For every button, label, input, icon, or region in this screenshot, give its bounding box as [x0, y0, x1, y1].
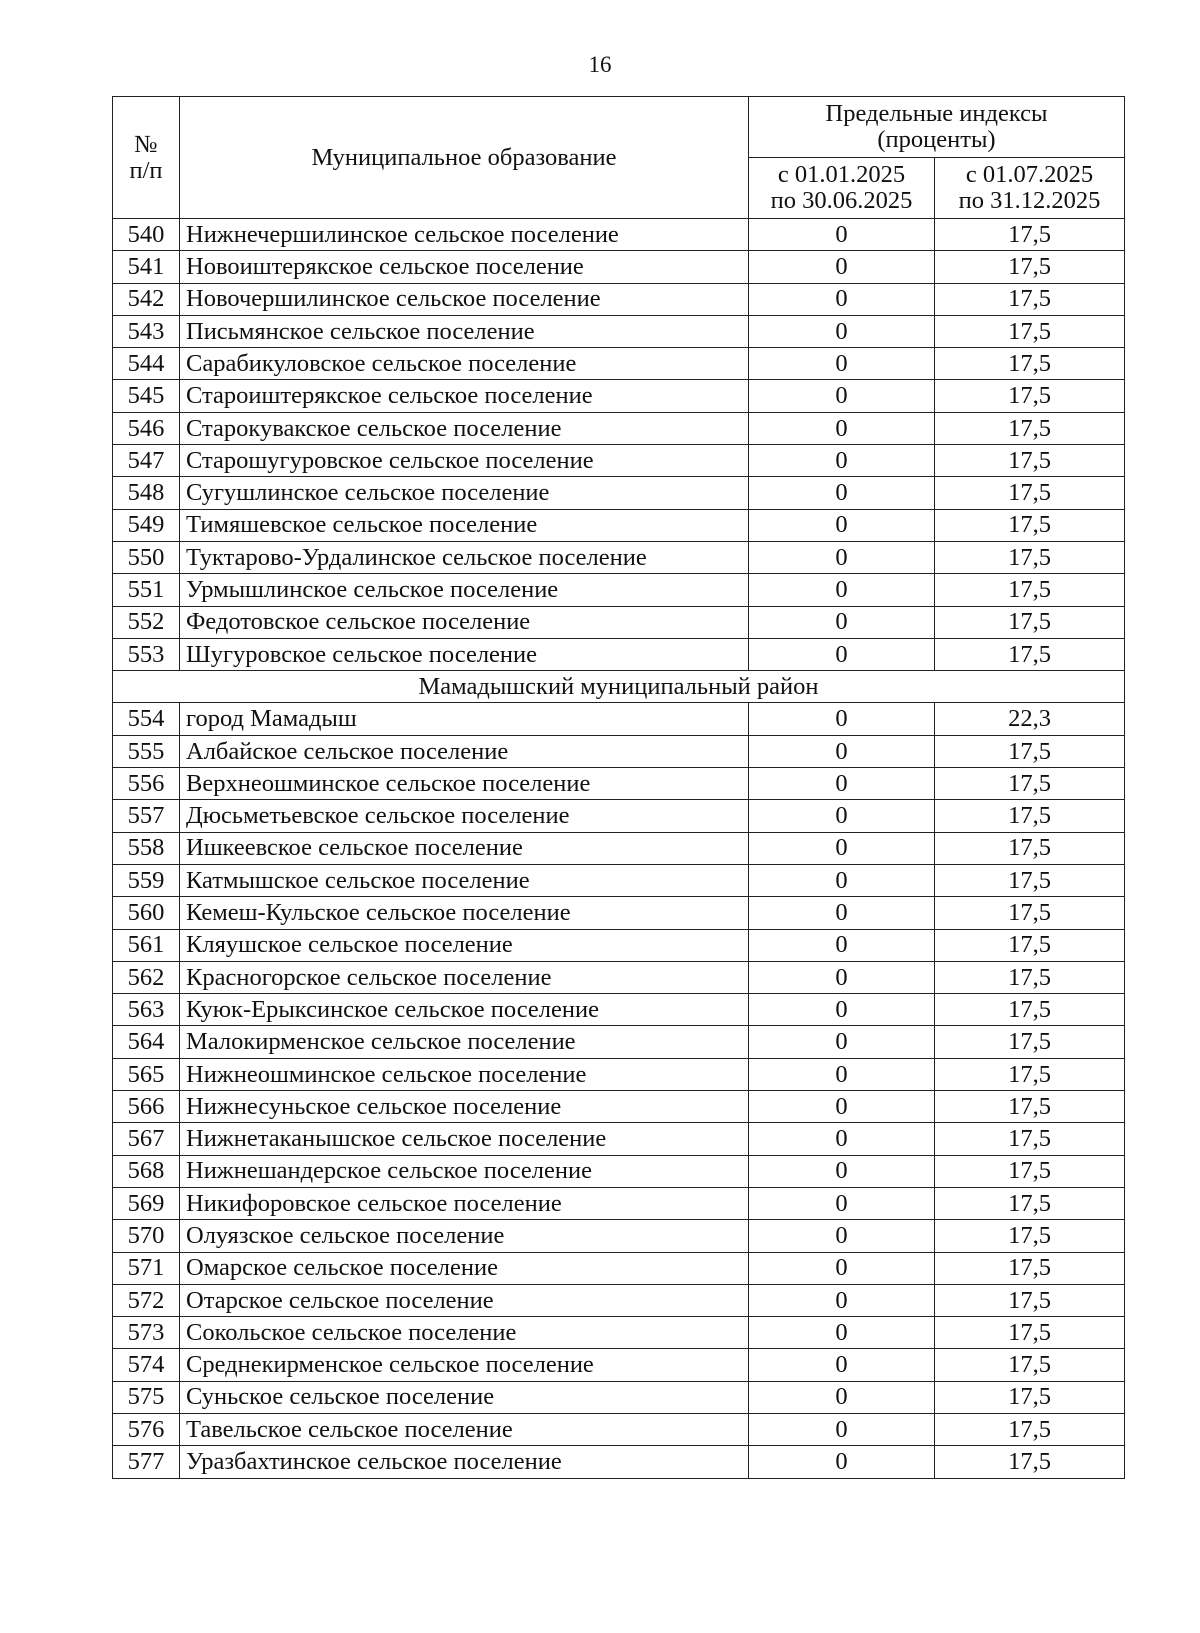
index-period-1: 0: [749, 412, 935, 444]
table-row: [113, 477, 1125, 509]
index-period-2: 17,5: [935, 380, 1125, 412]
row-number: 548: [113, 477, 180, 509]
municipality-name: Малокирменское сельское поселение: [180, 1026, 749, 1058]
index-period-1: 0: [749, 574, 935, 606]
row-number: 577: [113, 1446, 180, 1478]
index-period-2: 17,5: [935, 1220, 1125, 1252]
index-period-2: 17,5: [935, 541, 1125, 573]
row-number: 541: [113, 251, 180, 283]
index-period-1: 0: [749, 1058, 935, 1090]
row-number: 552: [113, 606, 180, 638]
index-period-1: 0: [749, 445, 935, 477]
index-period-1: 0: [749, 768, 935, 800]
municipality-name: Нижнесуньское сельское поселение: [180, 1091, 749, 1123]
row-number: 550: [113, 541, 180, 573]
table-row: [113, 929, 1125, 961]
municipality-name: Сокольское сельское поселение: [180, 1317, 749, 1349]
municipality-name: Федотовское сельское поселение: [180, 606, 749, 638]
table-row: [113, 703, 1125, 735]
index-period-2: 17,5: [935, 606, 1125, 638]
municipality-name: Катмышское сельское поселение: [180, 864, 749, 896]
table-row: [113, 412, 1125, 444]
index-period-2: 17,5: [935, 768, 1125, 800]
table-row: [113, 832, 1125, 864]
index-period-1: 0: [749, 1446, 935, 1478]
municipality-name: Старошугуровское сельское поселение: [180, 445, 749, 477]
row-number: 574: [113, 1349, 180, 1381]
row-number: 570: [113, 1220, 180, 1252]
table-row: [113, 1091, 1125, 1123]
index-period-2: 17,5: [935, 1187, 1125, 1219]
index-period-2: 17,5: [935, 1413, 1125, 1445]
index-period-1: 0: [749, 1349, 935, 1381]
table-row: [113, 1284, 1125, 1316]
index-period-2: 17,5: [935, 1446, 1125, 1478]
row-number: 543: [113, 315, 180, 347]
index-period-1: 0: [749, 864, 935, 896]
table-row: [113, 606, 1125, 638]
section-row: [113, 671, 1125, 703]
municipality-name: Сарабикуловское сельское поселение: [180, 348, 749, 380]
index-period-1: 0: [749, 509, 935, 541]
row-number: 544: [113, 348, 180, 380]
index-period-1: 0: [749, 800, 935, 832]
municipality-name: Верхнеошминское сельское поселение: [180, 768, 749, 800]
index-period-2: 17,5: [935, 1284, 1125, 1316]
table-row: [113, 768, 1125, 800]
row-number: 559: [113, 864, 180, 896]
index-period-2: 17,5: [935, 735, 1125, 767]
index-period-1: 0: [749, 380, 935, 412]
table-row: [113, 897, 1125, 929]
index-period-1: 0: [749, 1284, 935, 1316]
row-number: 576: [113, 1413, 180, 1445]
table-row: [113, 1155, 1125, 1187]
row-number: 564: [113, 1026, 180, 1058]
table-row: [113, 348, 1125, 380]
municipality-name: Суньское сельское поселение: [180, 1381, 749, 1413]
index-period-2: 17,5: [935, 929, 1125, 961]
table-row: [113, 283, 1125, 315]
index-period-1: 0: [749, 1317, 935, 1349]
table-row: [113, 1446, 1125, 1478]
index-period-1: 0: [749, 1155, 935, 1187]
municipality-name: Тавельское сельское поселение: [180, 1413, 749, 1445]
table-row: [113, 1381, 1125, 1413]
index-period-2: 17,5: [935, 638, 1125, 670]
row-number: 571: [113, 1252, 180, 1284]
table-row: [113, 1413, 1125, 1445]
municipality-name: Куюк-Ерыксинское сельское поселение: [180, 994, 749, 1026]
municipality-name: Туктарово-Урдалинское сельское поселение: [180, 541, 749, 573]
municipality-name: Новочершилинское сельское поселение: [180, 283, 749, 315]
table-row: [113, 251, 1125, 283]
municipality-name: Тимяшевское сельское поселение: [180, 509, 749, 541]
index-period-2: 17,5: [935, 1252, 1125, 1284]
municipality-name: Кляушское сельское поселение: [180, 929, 749, 961]
index-period-2: 17,5: [935, 897, 1125, 929]
row-number: 562: [113, 961, 180, 993]
row-number: 558: [113, 832, 180, 864]
municipality-name: Нижнетаканышское сельское поселение: [180, 1123, 749, 1155]
index-period-2: 17,5: [935, 348, 1125, 380]
row-number: 542: [113, 283, 180, 315]
row-number: 569: [113, 1187, 180, 1219]
index-period-2: 17,5: [935, 961, 1125, 993]
table-row: [113, 541, 1125, 573]
page-number: 16: [588, 52, 612, 77]
row-number: 560: [113, 897, 180, 929]
table-row: [113, 1252, 1125, 1284]
index-period-1: 0: [749, 251, 935, 283]
index-period-1: 0: [749, 897, 935, 929]
table-row: [113, 219, 1125, 251]
table-row: [113, 445, 1125, 477]
index-period-1: 0: [749, 1187, 935, 1219]
header-indices: Предельные индексы (проценты): [749, 97, 1125, 158]
row-number: 565: [113, 1058, 180, 1090]
municipality-name: Омарское сельское поселение: [180, 1252, 749, 1284]
municipality-name: Урмышлинское сельское поселение: [180, 574, 749, 606]
index-period-2: 17,5: [935, 412, 1125, 444]
row-number: 549: [113, 509, 180, 541]
table-row: [113, 800, 1125, 832]
table-row: [113, 509, 1125, 541]
row-number: 573: [113, 1317, 180, 1349]
row-number: 546: [113, 412, 180, 444]
index-period-2: 17,5: [935, 574, 1125, 606]
table-row: [113, 1123, 1125, 1155]
municipality-name: Дюсьметьевское сельское поселение: [180, 800, 749, 832]
municipality-name: Среднекирменское сельское поселение: [180, 1349, 749, 1381]
index-period-2: 17,5: [935, 1091, 1125, 1123]
table-row: [113, 864, 1125, 896]
municipality-name: Олуязское сельское поселение: [180, 1220, 749, 1252]
index-period-2: 17,5: [935, 1381, 1125, 1413]
table-row: [113, 961, 1125, 993]
table-row: [113, 574, 1125, 606]
index-period-1: 0: [749, 1413, 935, 1445]
row-number: 554: [113, 703, 180, 735]
municipality-name: Сугушлинское сельское поселение: [180, 477, 749, 509]
index-period-2: 17,5: [935, 445, 1125, 477]
municipality-name: Кемеш-Кульское сельское поселение: [180, 897, 749, 929]
index-period-2: 17,5: [935, 1123, 1125, 1155]
table-row: [113, 735, 1125, 767]
row-number: 547: [113, 445, 180, 477]
municipality-name: Отарское сельское поселение: [180, 1284, 749, 1316]
header-num: № п/п: [113, 97, 180, 219]
row-number: 566: [113, 1091, 180, 1123]
table-row: [113, 1187, 1125, 1219]
index-period-1: 0: [749, 283, 935, 315]
municipality-name: Шугуровское сельское поселение: [180, 638, 749, 670]
index-period-2: 17,5: [935, 1155, 1125, 1187]
index-period-1: 0: [749, 1252, 935, 1284]
section-title: Мамадышский муниципальный район: [113, 671, 1125, 703]
tariff-index-table: [112, 96, 1125, 1479]
index-period-1: 0: [749, 961, 935, 993]
index-period-2: 22,3: [935, 703, 1125, 735]
index-period-1: 0: [749, 348, 935, 380]
index-period-2: 17,5: [935, 315, 1125, 347]
table-row: [113, 1220, 1125, 1252]
table-body: [113, 219, 1125, 1479]
municipality-name: Письмянское сельское поселение: [180, 315, 749, 347]
row-number: 575: [113, 1381, 180, 1413]
table-row: [113, 1058, 1125, 1090]
index-period-2: 17,5: [935, 251, 1125, 283]
table-row: [113, 380, 1125, 412]
index-period-1: 0: [749, 541, 935, 573]
index-period-2: 17,5: [935, 864, 1125, 896]
municipality-name: Староиштерякское сельское поселение: [180, 380, 749, 412]
municipality-name: Нижнеошминское сельское поселение: [180, 1058, 749, 1090]
index-period-1: 0: [749, 1220, 935, 1252]
index-period-2: 17,5: [935, 477, 1125, 509]
row-number: 568: [113, 1155, 180, 1187]
index-period-1: 0: [749, 1026, 935, 1058]
table-row: [113, 1026, 1125, 1058]
index-period-1: 0: [749, 638, 935, 670]
row-number: 561: [113, 929, 180, 961]
index-period-1: 0: [749, 929, 935, 961]
index-period-2: 17,5: [935, 1317, 1125, 1349]
index-period-1: 0: [749, 606, 935, 638]
municipality-name: Уразбахтинское сельское поселение: [180, 1446, 749, 1478]
index-period-1: 0: [749, 1381, 935, 1413]
table-row: [113, 638, 1125, 670]
table-row: [113, 994, 1125, 1026]
header-period-2: с 01.07.2025 по 31.12.2025: [935, 158, 1125, 219]
table-header: [113, 97, 1125, 219]
municipality-name: Новоиштерякское сельское поселение: [180, 251, 749, 283]
index-period-2: 17,5: [935, 800, 1125, 832]
row-number: 572: [113, 1284, 180, 1316]
row-number: 545: [113, 380, 180, 412]
index-period-1: 0: [749, 703, 935, 735]
index-period-2: 17,5: [935, 1026, 1125, 1058]
table-row: [113, 1317, 1125, 1349]
row-number: 557: [113, 800, 180, 832]
header-municipality: Муниципальное образование: [180, 97, 749, 219]
row-number: 567: [113, 1123, 180, 1155]
index-period-2: 17,5: [935, 219, 1125, 251]
municipality-name: Нижнешандерское сельское поселение: [180, 1155, 749, 1187]
index-period-1: 0: [749, 477, 935, 509]
row-number: 555: [113, 735, 180, 767]
table-row: [113, 315, 1125, 347]
index-period-2: 17,5: [935, 1058, 1125, 1090]
table-row: [113, 1349, 1125, 1381]
index-period-2: 17,5: [935, 283, 1125, 315]
index-period-2: 17,5: [935, 509, 1125, 541]
index-period-1: 0: [749, 832, 935, 864]
index-period-2: 17,5: [935, 1349, 1125, 1381]
row-number: 556: [113, 768, 180, 800]
index-period-1: 0: [749, 1123, 935, 1155]
municipality-name: Нижнечершилинское сельское поселение: [180, 219, 749, 251]
index-period-1: 0: [749, 735, 935, 767]
index-period-1: 0: [749, 219, 935, 251]
municipality-name: Старокувакское сельское поселение: [180, 412, 749, 444]
row-number: 553: [113, 638, 180, 670]
index-period-1: 0: [749, 994, 935, 1026]
municipality-name: Ишкеевское сельское поселение: [180, 832, 749, 864]
row-number: 563: [113, 994, 180, 1026]
row-number: 551: [113, 574, 180, 606]
row-number: 540: [113, 219, 180, 251]
index-period-2: 17,5: [935, 994, 1125, 1026]
municipality-name: город Мамадыш: [180, 703, 749, 735]
municipality-name: Красногорское сельское поселение: [180, 961, 749, 993]
header-period-1: с 01.01.2025 по 30.06.2025: [749, 158, 935, 219]
index-period-2: 17,5: [935, 832, 1125, 864]
municipality-name: Албайское сельское поселение: [180, 735, 749, 767]
index-period-1: 0: [749, 1091, 935, 1123]
index-period-1: 0: [749, 315, 935, 347]
municipality-name: Никифоровское сельское поселение: [180, 1187, 749, 1219]
